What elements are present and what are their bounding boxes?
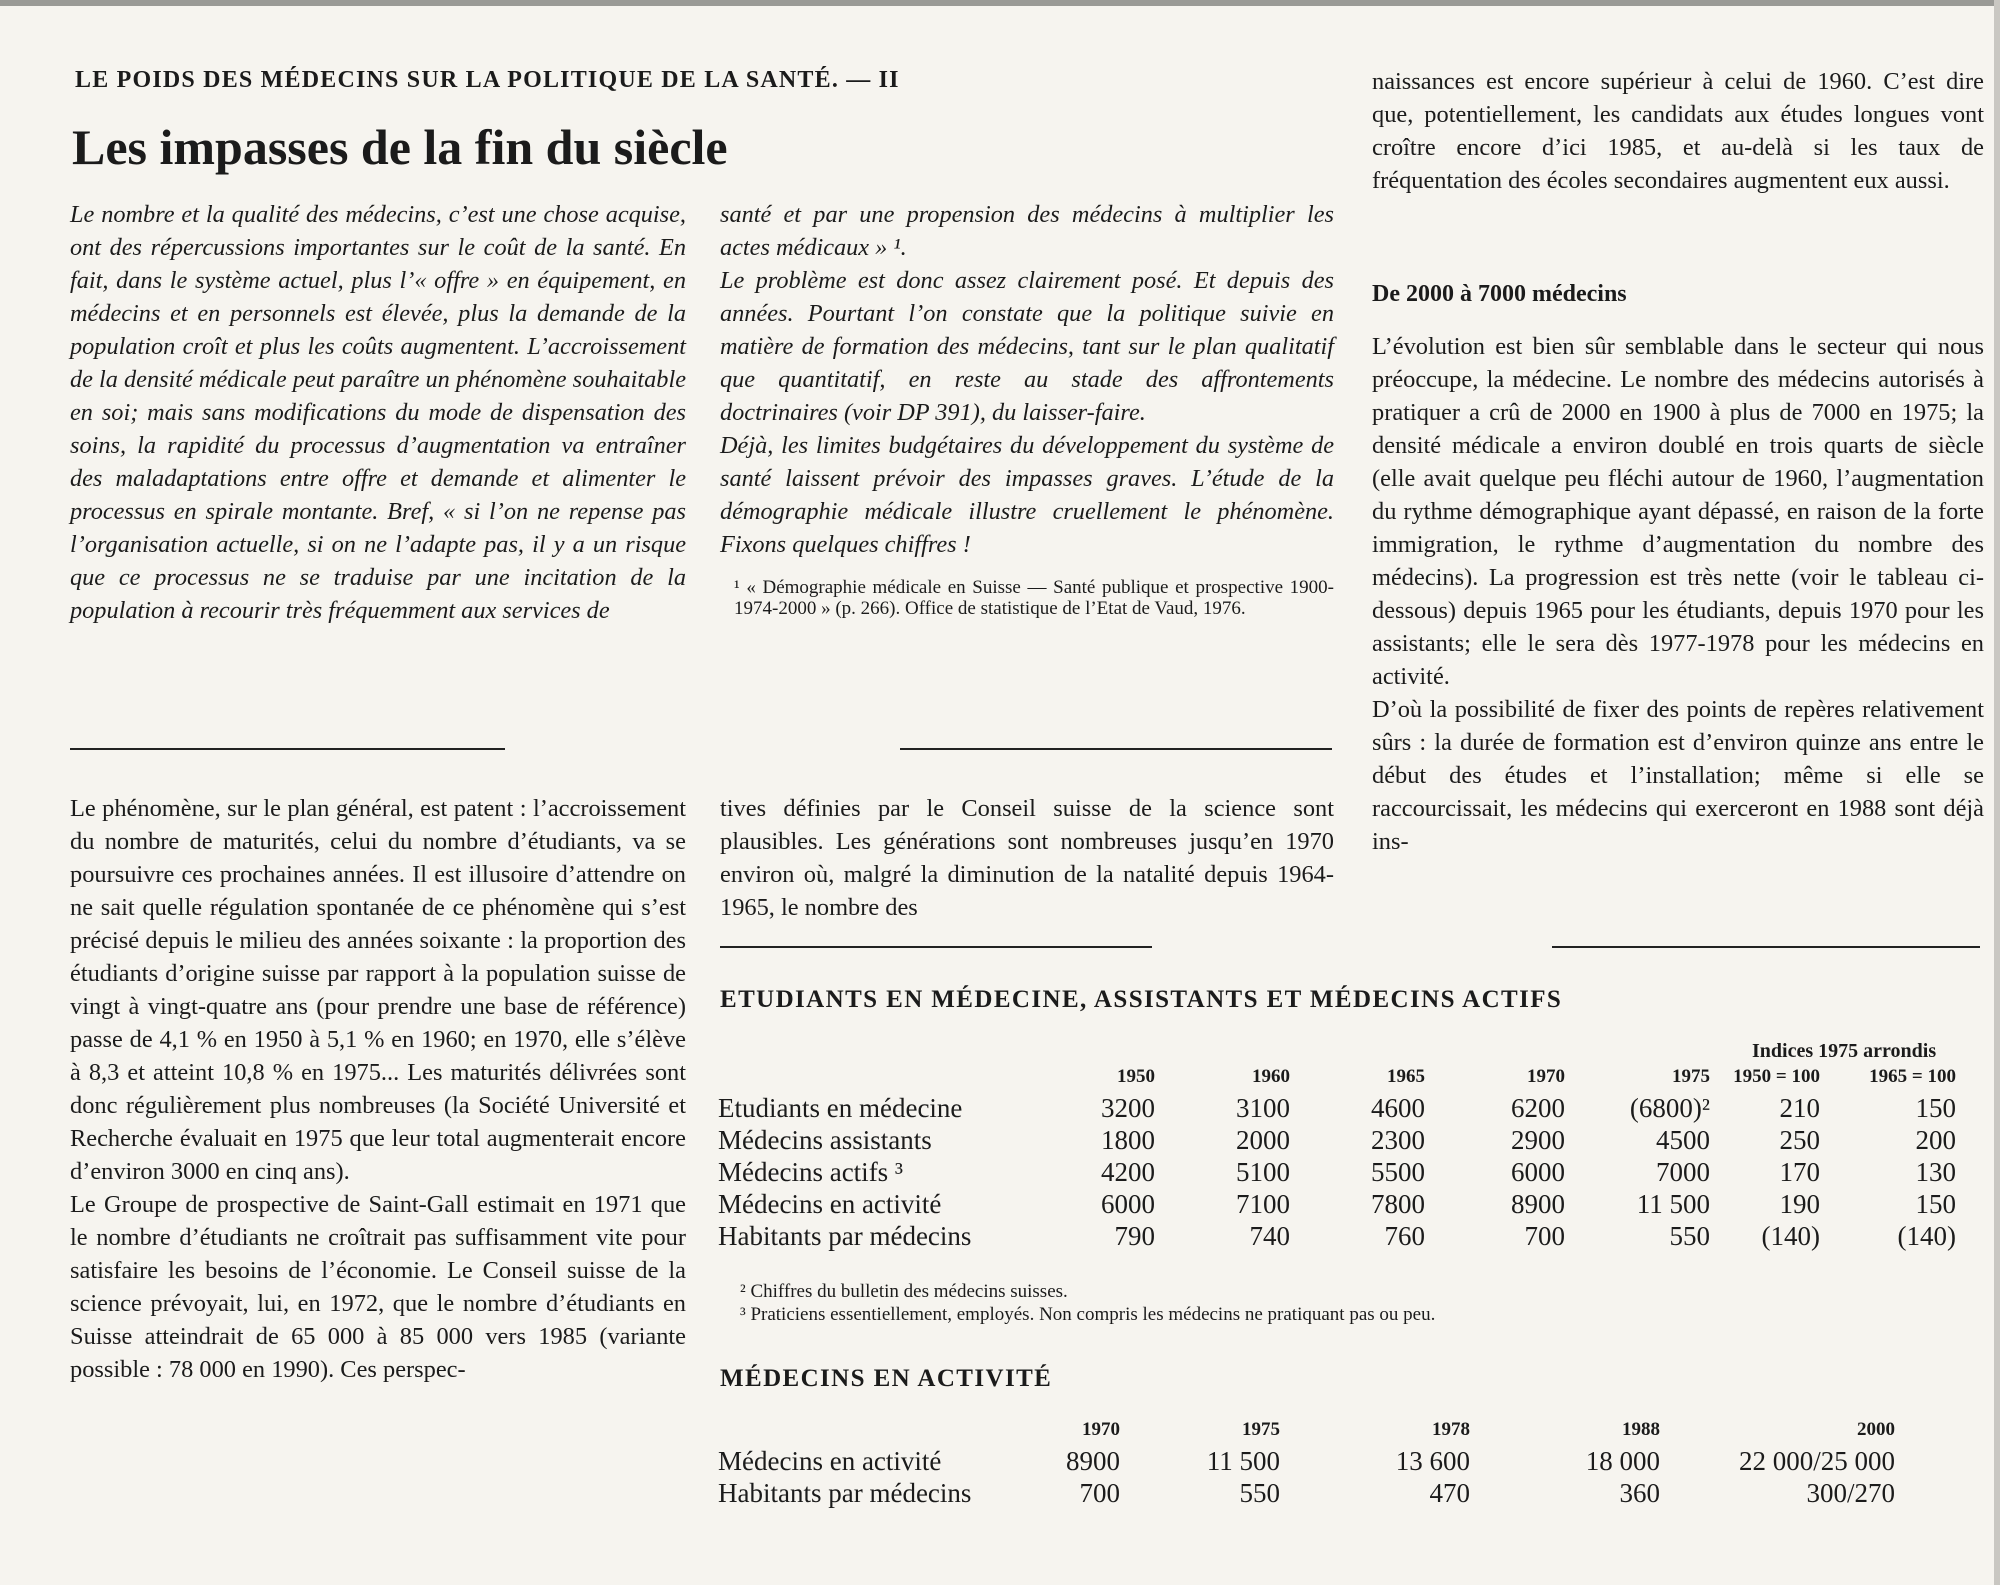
table-cell: 210	[1779, 1092, 1820, 1123]
divider-rule	[720, 946, 1152, 948]
table1-col-header: 1970	[1527, 1066, 1565, 1087]
table-row	[718, 1445, 1895, 1477]
body-paragraph: L’évolution est bien sûr semblable dans le secteur qui nous préoccupe, la médecine. Le nombre des médecins autorisés à pratiquer a crû de 2000 en 1900 à plus de 7000 en 1975; la densité médicale a environ doublé en trois quarts de siècle (elle avait quelque peu fléchi autour de 1960, l’augmentation du rythme démographique ayant dépassé, en raison de la forte immigration, le rythme d’augmentation du nombre des médecins). La progression est très nette (voir le tableau ci-dessous) depuis 1965 pour les étudiants, depuis 1970 pour les assistants; elle le sera dès 1977-1978 pour les médecins en activité.	[1372, 333, 1984, 690]
table-cell: 22 000/25 000	[1738, 1445, 1895, 1476]
table-cell: 4600	[1371, 1092, 1425, 1123]
table-cell: 4500	[1656, 1124, 1710, 1155]
table-row	[718, 1220, 1956, 1252]
table-cell: (6800)²	[1629, 1092, 1710, 1123]
table-cell: 700	[1079, 1477, 1120, 1508]
body-column-2	[720, 792, 1334, 924]
table-row	[718, 1092, 1956, 1124]
table-cell: 2000	[1236, 1124, 1290, 1155]
table-cell: 150	[1915, 1188, 1956, 1219]
table1-col-header: 1965	[1387, 1066, 1425, 1087]
body-paragraph: naissances est encore supérieur à celui de 1960. C’est dire que, potentiellement, les candidats aux études longues vont croître encore d’ici 1985, et au-delà si les taux de fréquentation des écoles secondaires augmentent eux aussi.	[1372, 68, 1984, 194]
table-cell: 4200	[1101, 1156, 1155, 1187]
table-cell: 7100	[1236, 1188, 1290, 1219]
table-cell: 7000	[1656, 1156, 1710, 1187]
table2-corner	[718, 1415, 1010, 1445]
table-cell: 8900	[1511, 1188, 1565, 1219]
divider-rule	[70, 748, 505, 750]
table-cell: 200	[1915, 1124, 1956, 1155]
footnote-1: ¹ « Démographie médicale en Suisse — Santé publique et prospective 1900-1974-2000 » (p. 266). Office de statistique de l’Etat de Vaud, 1976.	[734, 577, 1334, 619]
divider-rule	[1552, 946, 1980, 948]
row-label: Etudiants en médecine	[718, 1092, 963, 1123]
body-column-3	[1372, 330, 1984, 858]
scan-right-border	[1994, 0, 2000, 1585]
table1-title: ETUDIANTS EN MÉDECINE, ASSISTANTS ET MÉDECINS ACTIFS	[720, 986, 1563, 1013]
table1-col-header: 1950	[1117, 1066, 1155, 1087]
table-cell: 250	[1779, 1124, 1820, 1155]
article-headline: Les impasses de la fin du siècle	[72, 119, 728, 175]
row-label: Médecins en activité	[718, 1188, 942, 1219]
body-paragraph: Le phénomène, sur le plan général, est patent : l’accroissement du nombre de maturités, celui du nombre d’étudiants, va se poursuivre ces prochaines années. Il est illusoire d’attendre on ne sait quelle régulation spontanée de ce phénomène qui s’est précisé depuis le milieu des années soixante : la proportion des étudiants d’origine suisse par rapport à la population suisse de vingt à vingt-quatre ans (pour prendre une base de référence) passe de 4,1 % en 1950 à 5,1 % en 1960; en 1970, elle s’élève à 8,3 et atteint 10,8 % en 1975... Les maturités délivrées sont donc régulièrement plus nombreuses (la Société Université et Recherche évaluait en 1975 que leur total augmenterait encore d’environ 3000 en cinq ans).	[70, 795, 686, 1185]
table-cell: 150	[1915, 1092, 1956, 1123]
table-cell: 18 000	[1585, 1445, 1660, 1476]
table-cell: 790	[1114, 1220, 1155, 1251]
series-kicker: LE POIDS DES MÉDECINS SUR LA POLITIQUE DE LA SANTÉ. — II	[75, 67, 900, 93]
table-cell: 6200	[1511, 1092, 1565, 1123]
row-label: Habitants par médecins	[718, 1220, 972, 1251]
table-cell: 5500	[1371, 1156, 1425, 1187]
body-paragraph: D’où la possibilité de fixer des points de repères relativement sûrs : la durée de formation est d’environ quinze ans entre le début des études et l’installation; même si elle se raccourcissait, les médecins qui exerceront en 1988 sont déjà ins-	[1372, 696, 1984, 855]
table2-header-row	[718, 1415, 1895, 1445]
table-cell: 740	[1249, 1220, 1290, 1251]
intro-column-1	[70, 198, 686, 627]
scan-top-border	[0, 0, 2000, 6]
table1-col-header: 1965 = 100	[1869, 1066, 1956, 1087]
table2-col-header: 2000	[1857, 1419, 1895, 1440]
table-row	[718, 1477, 1895, 1509]
table2-col-header: 1975	[1242, 1419, 1280, 1440]
table-cell: 470	[1429, 1477, 1470, 1508]
table-cell: 700	[1524, 1220, 1565, 1251]
table-cell: (140)	[1897, 1220, 1956, 1251]
table-cell: (140)	[1761, 1220, 1820, 1251]
table-cell: 130	[1915, 1156, 1956, 1187]
body-paragraph: Le Groupe de prospective de Saint-Gall estimait en 1971 que le nombre d’étudiants ne croîtrait pas suffisamment vite pour satisfaire les besoins de l’économie. Le Conseil suisse de la science prévoyait, lui, en 1972, que le nombre d’étudiants en Suisse atteindrait de 65 000 à 85 000 vers 1985 (variante possible : 78 000 en 1990). Ces perspec-	[70, 1191, 686, 1383]
table-cell: 8900	[1066, 1445, 1120, 1476]
section-subhead: De 2000 à 7000 médecins	[1372, 281, 1627, 307]
table-cell: 6000	[1101, 1188, 1155, 1219]
row-label: Habitants par médecins	[718, 1477, 972, 1508]
subhead-block	[1372, 278, 1984, 311]
table-cell: 5100	[1236, 1156, 1290, 1187]
intro-paragraph: santé et par une propension des médecins à multiplier les actes médicaux » ¹.	[720, 201, 1334, 261]
table1-col-header: 1960	[1252, 1066, 1290, 1087]
table-cell: 300/270	[1806, 1477, 1895, 1508]
intro-column-2	[720, 198, 1334, 619]
table2-col-header: 1988	[1622, 1419, 1660, 1440]
table-cell: 2300	[1371, 1124, 1425, 1155]
row-label: Médecins actifs ³	[718, 1156, 904, 1187]
body-column-3-top	[1372, 65, 1984, 197]
table-row	[718, 1156, 1956, 1188]
table-cell: 1800	[1101, 1124, 1155, 1155]
table-cell: 190	[1779, 1188, 1820, 1219]
table-cell: 11 500	[1206, 1445, 1280, 1476]
table-cell: 760	[1384, 1220, 1425, 1251]
table2	[718, 1415, 1895, 1509]
intro-paragraph: Le nombre et la qualité des médecins, c’est une chose acquise, ont des répercussions importantes sur le coût de la santé. En fait, dans le système actuel, plus l’« offre » en équipement, en médecins et en personnels est élevée, plus la demande de la population croît et plus les coûts augmentent. L’accroissement de la densité médicale peut paraître un phénomène souhaitable en soi; mais sans modifications du mode de dispensation des soins, la rapidité du processus d’augmentation va entraîner des maladaptations entre offre et demande et alimenter le processus en spirale montante. Bref, « si l’on ne repense pas l’organisation actuelle, si on ne l’adapte pas, il y a un risque que ce processus ne se traduise par une incitation de la population à recourir très fréquemment aux services de	[70, 201, 686, 624]
table-cell: 6000	[1511, 1156, 1565, 1187]
table-cell: 360	[1619, 1477, 1660, 1508]
row-label: Médecins en activité	[718, 1445, 942, 1476]
table1-col-header: 1950 = 100	[1733, 1066, 1820, 1087]
table1-header-row	[718, 1062, 1956, 1092]
table-row	[718, 1124, 1956, 1156]
table-cell: 3200	[1101, 1092, 1155, 1123]
divider-rule	[900, 748, 1332, 750]
table-cell: 7800	[1371, 1188, 1425, 1219]
table2-col-header: 1970	[1082, 1419, 1120, 1440]
intro-paragraph: Le problème est donc assez clairement posé. Et depuis des années. Pourtant l’on constate que la politique suivie en matière de formation des médecins, tant sur le plan qualitatif que quantitatif, en reste au stade des affrontements doctrinaires (voir DP 391), du laisser-faire.	[720, 267, 1334, 426]
table2-title: MÉDECINS EN ACTIVITÉ	[720, 1365, 1053, 1392]
intro-paragraph: Déjà, les limites budgétaires du développement du système de santé laissent prévoir des impasses graves. L’étude de la démographie médicale illustre cruellement le phénomène. Fixons quelques chiffres !	[720, 432, 1334, 558]
body-paragraph: tives définies par le Conseil suisse de la science sont plausibles. Les générations sont nombreuses jusqu’en 1970 environ où, malgré la diminution de la natalité depuis 1964-1965, le nombre des	[720, 795, 1334, 921]
table-row	[718, 1188, 1956, 1220]
table-cell: 170	[1779, 1156, 1820, 1187]
table2-col-header: 1978	[1432, 1419, 1470, 1440]
table1-corner	[718, 1062, 1010, 1092]
table-cell: 550	[1239, 1477, 1280, 1508]
table1-notes	[740, 1280, 1435, 1326]
table-cell: 3100	[1236, 1092, 1290, 1123]
body-column-1	[70, 792, 686, 1386]
table-cell: 13 600	[1395, 1445, 1470, 1476]
table1-note: ² Chiffres du bulletin des médecins suisses.	[740, 1281, 1068, 1302]
table-cell: 2900	[1511, 1124, 1565, 1155]
table1-note: ³ Praticiens essentiellement, employés. Non compris les médecins ne pratiquant pas ou peu.	[740, 1304, 1436, 1325]
table1-col-header: 1975	[1672, 1066, 1710, 1087]
table1	[718, 1062, 1956, 1252]
row-label: Médecins assistants	[718, 1124, 932, 1155]
table-cell: 550	[1669, 1220, 1710, 1251]
table1-index-title: Indices 1975 arrondis	[1752, 1040, 1937, 1062]
table-cell: 11 500	[1636, 1188, 1710, 1219]
